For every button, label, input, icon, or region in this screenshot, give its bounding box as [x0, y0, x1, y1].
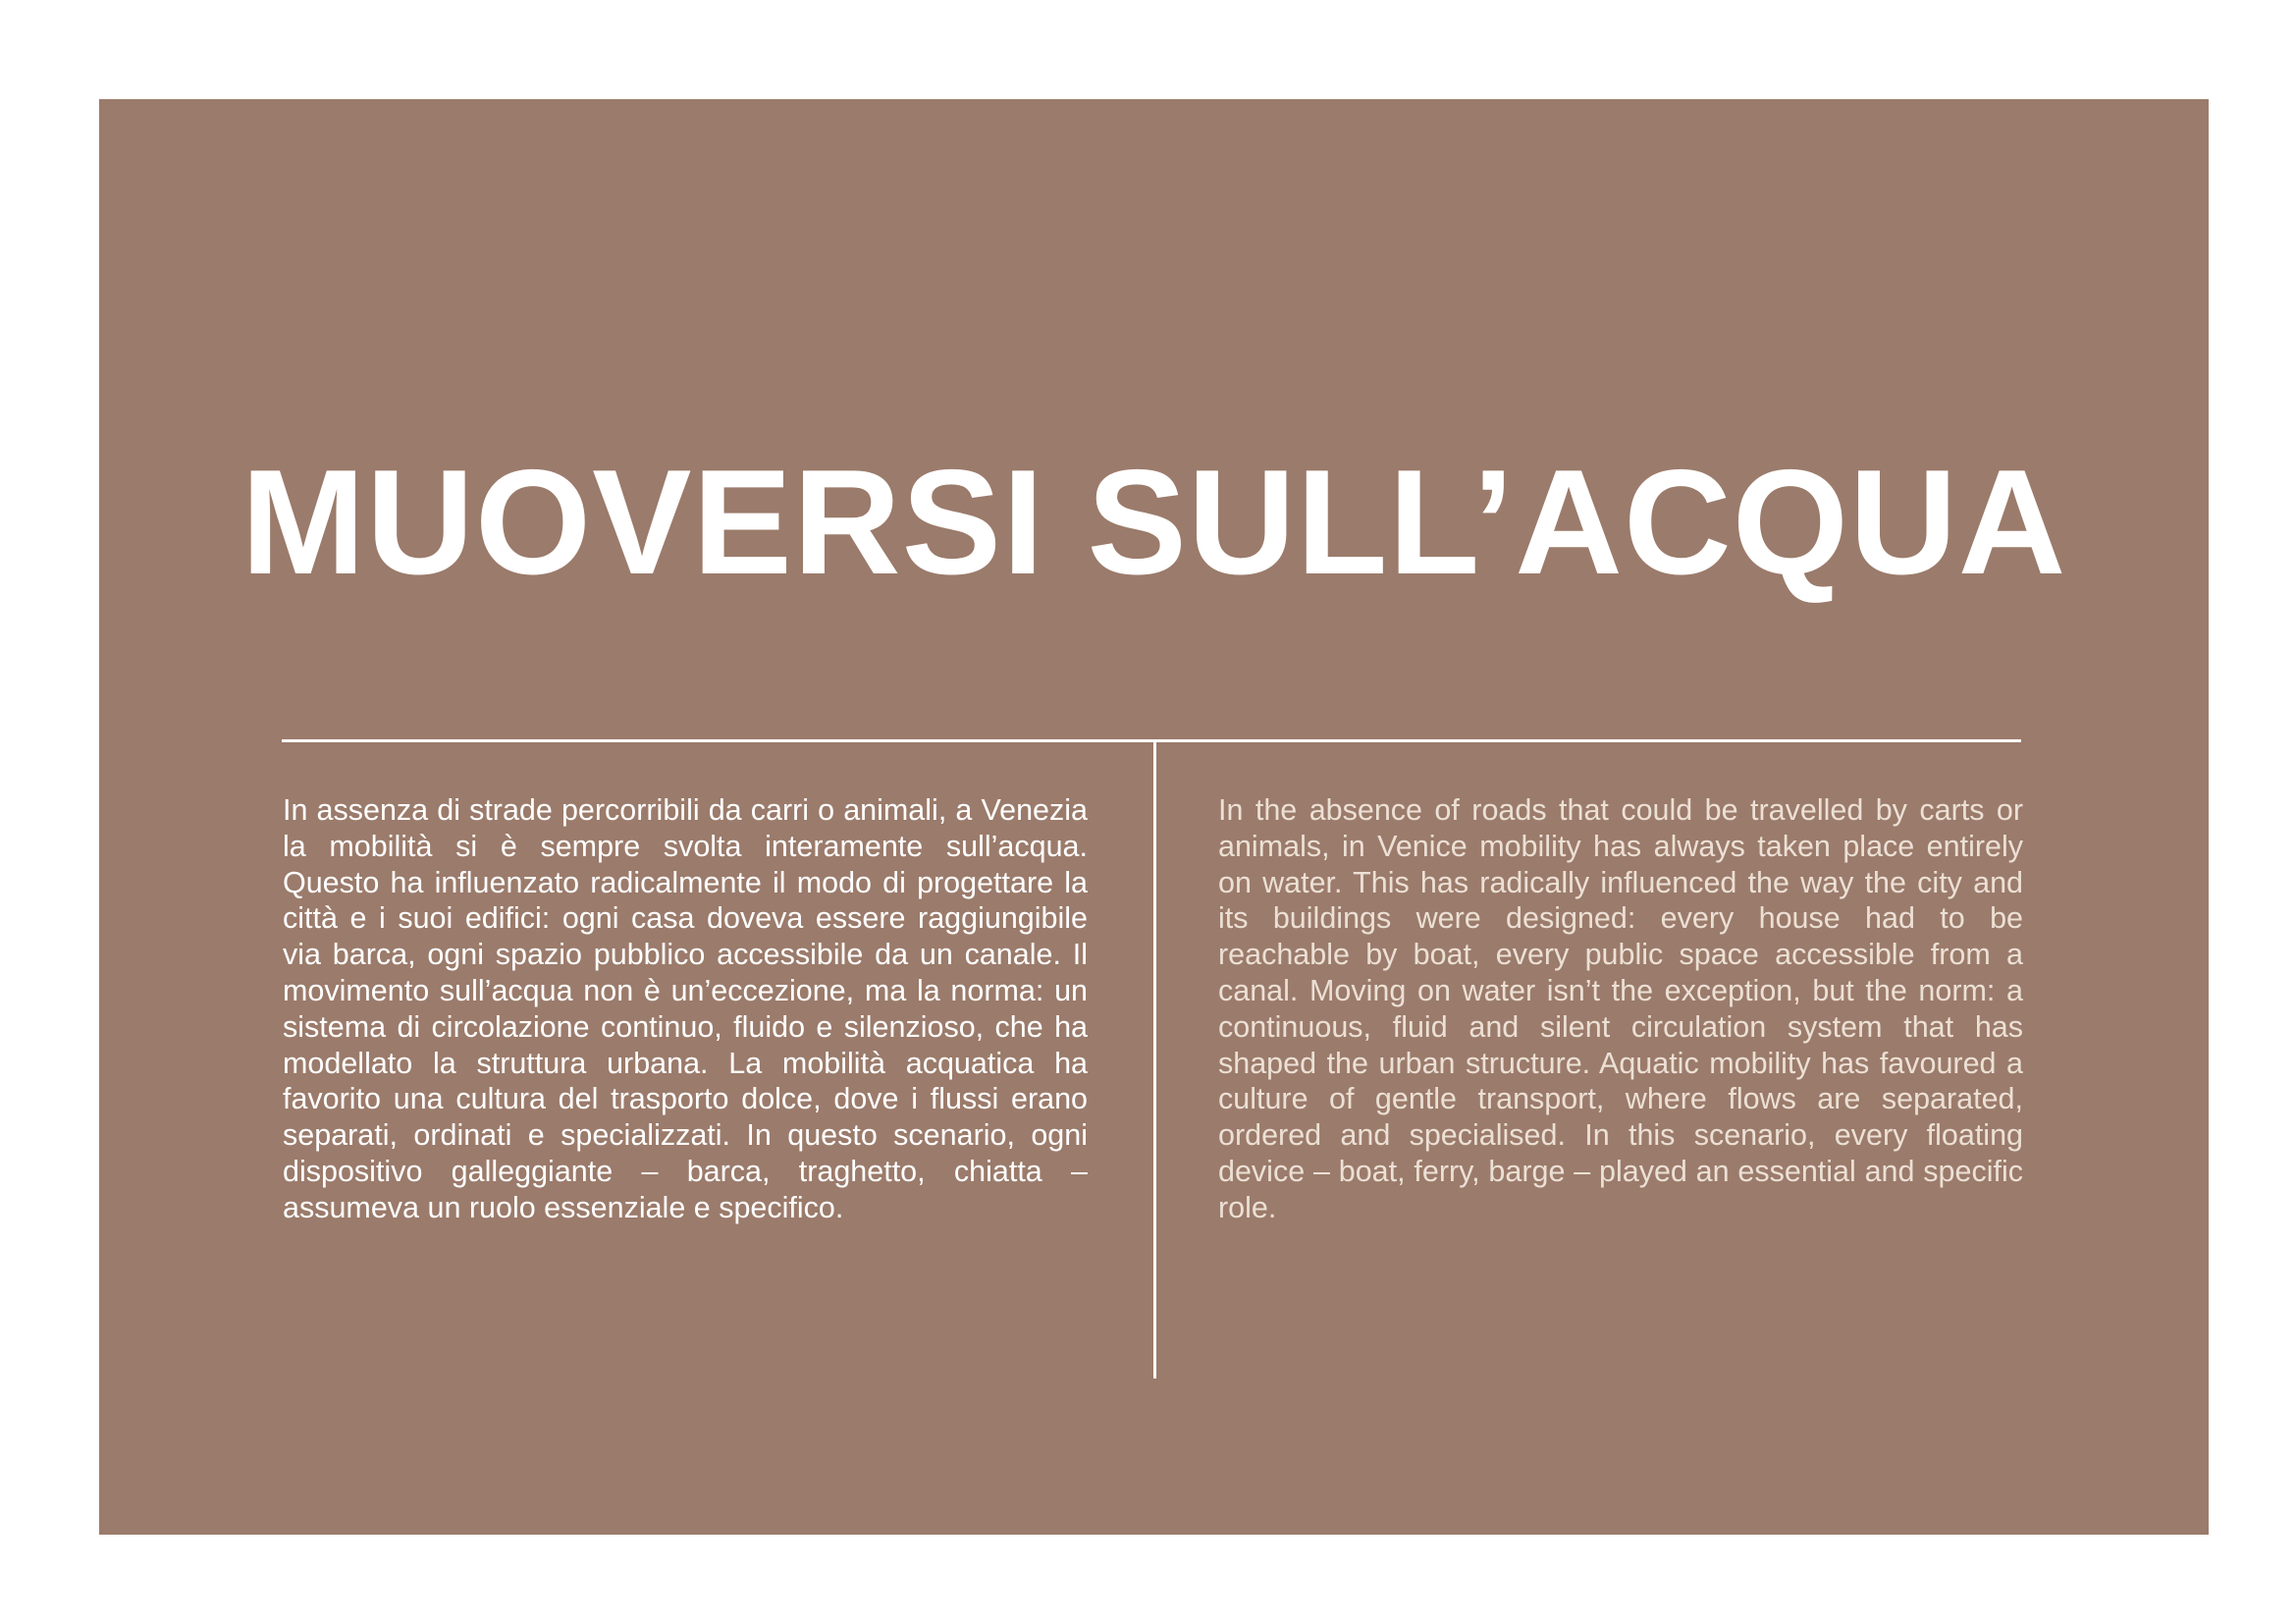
column-divider — [1153, 740, 1156, 1379]
italian-text-column: In assenza di strade percorribili da carri o animali, a Venezia la mobilità si è sempre svolta interamente sull’acqua. Questo ha influenzato radicalmente il modo di progettare la città e i suoi edifici: ogni casa doveva essere raggiungibile via barca, ogni spazio pubblico accessibile da un canale. Il movimento sull’acqua non è un’eccezione, ma la norma: un sistema di circolazione continuo, fluido e silenzioso, che ha modellato la struttura urbana. La mobilità acquatica ha favorito una cultura del trasporto dolce, dove i flussi erano separati, ordinati e specializzati. In questo scenario, ogni dispositivo galleggiante – barca, traghetto, chiatta – assumeva un ruolo essenziale e specifico. — [283, 793, 1088, 1224]
english-text-column: In the absence of roads that could be travelled by carts or animals, in Venice mobility has always taken place entirely on water. This has radically influenced the way the city and its buildings were designed: every house had to be reachable by boat, every public space accessible from a canal. Moving on water isn’t the exception, but the norm: a continuous, fluid and silent circulation system that has shaped the urban structure. Aquatic mobility has favoured a culture of gentle transport, where flows are separated, ordered and specialised. In this scenario, every floating device – boat, ferry, barge – played an essential and specific role. — [1218, 793, 2023, 1224]
horizontal-divider — [282, 739, 2021, 742]
content-panel — [99, 99, 2209, 1535]
page-title: MUOVERSI SULL’ACQUA — [240, 439, 2067, 606]
